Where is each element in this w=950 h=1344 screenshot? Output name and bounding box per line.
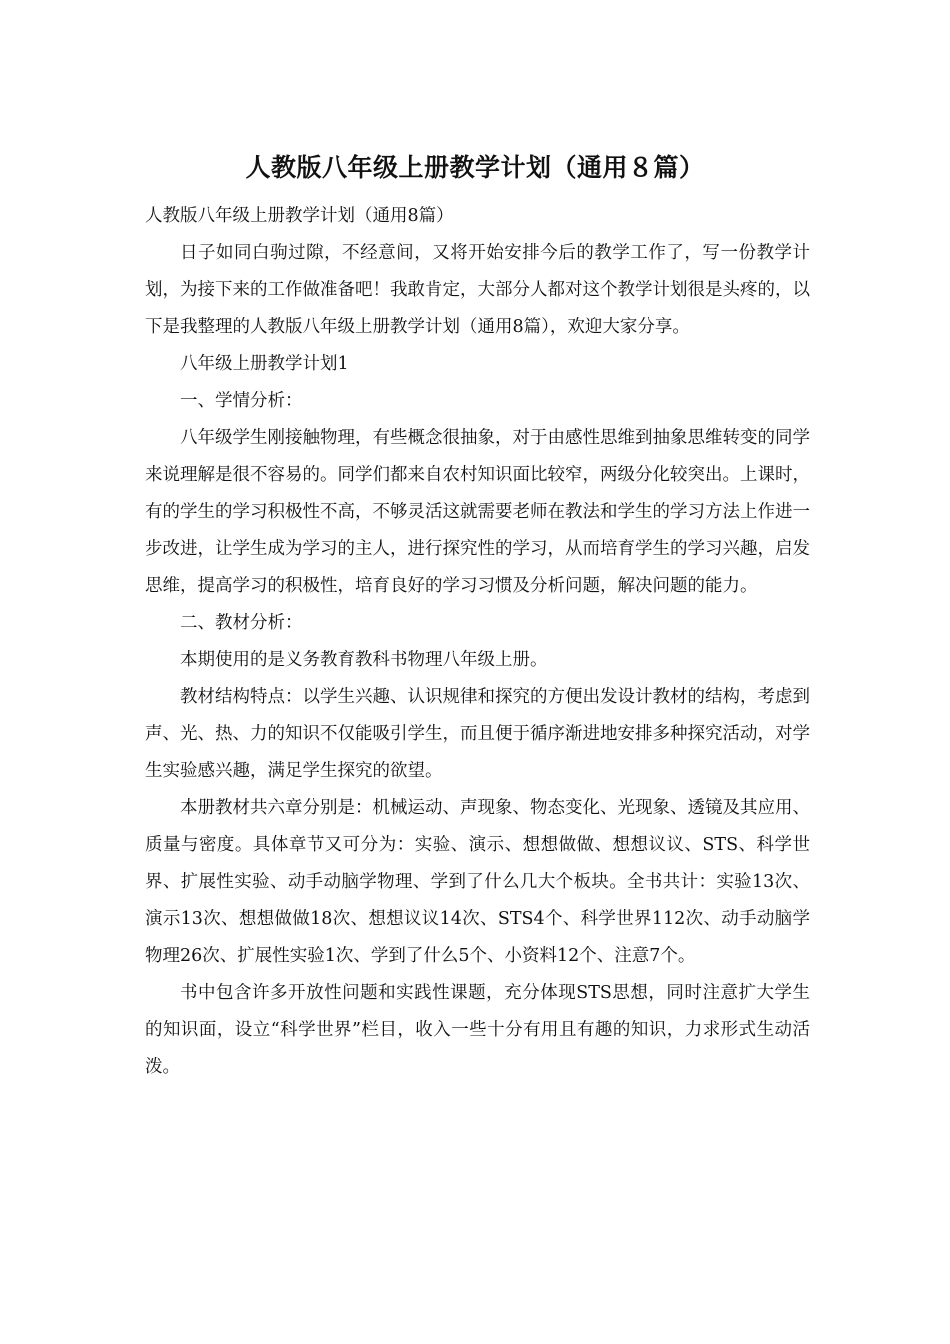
body-paragraph: 教材结构特点：以学生兴趣、认识规律和探究的方便出发设计教材的结构，考虑到声、光、热、力的知识不仅能吸引学生，而且便于循序渐进地安排多种探究活动，对学生实验感兴趣，满足学生探究的欲望。 — [145, 687, 810, 781]
document-subtitle: 人教版八年级上册教学计划（通用8篇） — [145, 206, 454, 226]
document-title: 人教版八年级上册教学计划（通用８篇） — [245, 153, 705, 182]
body-paragraph: 书中包含许多开放性问题和实践性课题，充分体现STS思想，同时注意扩大学生的知识面，设立“科学世界”栏目，收入一些十分有用且有趣的知识，力求形式生动活泼。 — [145, 983, 810, 1077]
intro-paragraph: 日子如同白驹过隙，不经意间，又将开始安排今后的教学工作了，写一份教学计划，为接下来的工作做准备吧！我敢肯定，大部分人都对这个教学计划很是头疼的，以下是我整理的人教版八年级上册教学计划（通用8篇），欢迎大家分享。 — [145, 243, 810, 337]
body-paragraph: 本期使用的是义务教育教科书物理八年级上册。 — [180, 650, 548, 670]
subsection-heading: 二、教材分析： — [180, 613, 303, 633]
body-paragraph: 八年级学生刚接触物理，有些概念很抽象，对于由感性思维到抽象思维转变的同学来说理解是很不容易的。同学们都来自农村知识面比较窄，两级分化较突出。上课时，有的学生的学习积极性不高，不够灵活这就需要老师在教法和学生的学习方法上作进一步改进，让学生成为学习的主人，进行探究性的学习，从而培育学生的学习兴趣，启发思维，提高学习的积极性，培育良好的学习习惯及分析问题，解决问题的能力。 — [145, 428, 810, 596]
section-heading: 八年级上册教学计划1 — [180, 354, 349, 374]
body-paragraph: 本册教材共六章分别是：机械运动、声现象、物态变化、光现象、透镜及其应用、质量与密度。具体章节又可分为：实验、演示、想想做做、想想议议、STS、科学世界、扩展性实验、动手动脑学物理、学到了什么几大个板块。全书共计：实验13次、演示13次、想想做做18次、想想议议14次、STS4个、科学世界112次、动手动脑学物理26次、扩展性实验1次、学到了什么5个、小资料12个、注意7个。 — [145, 798, 810, 966]
subsection-heading: 一、学情分析： — [180, 391, 303, 411]
document-body — [145, 198, 810, 1086]
